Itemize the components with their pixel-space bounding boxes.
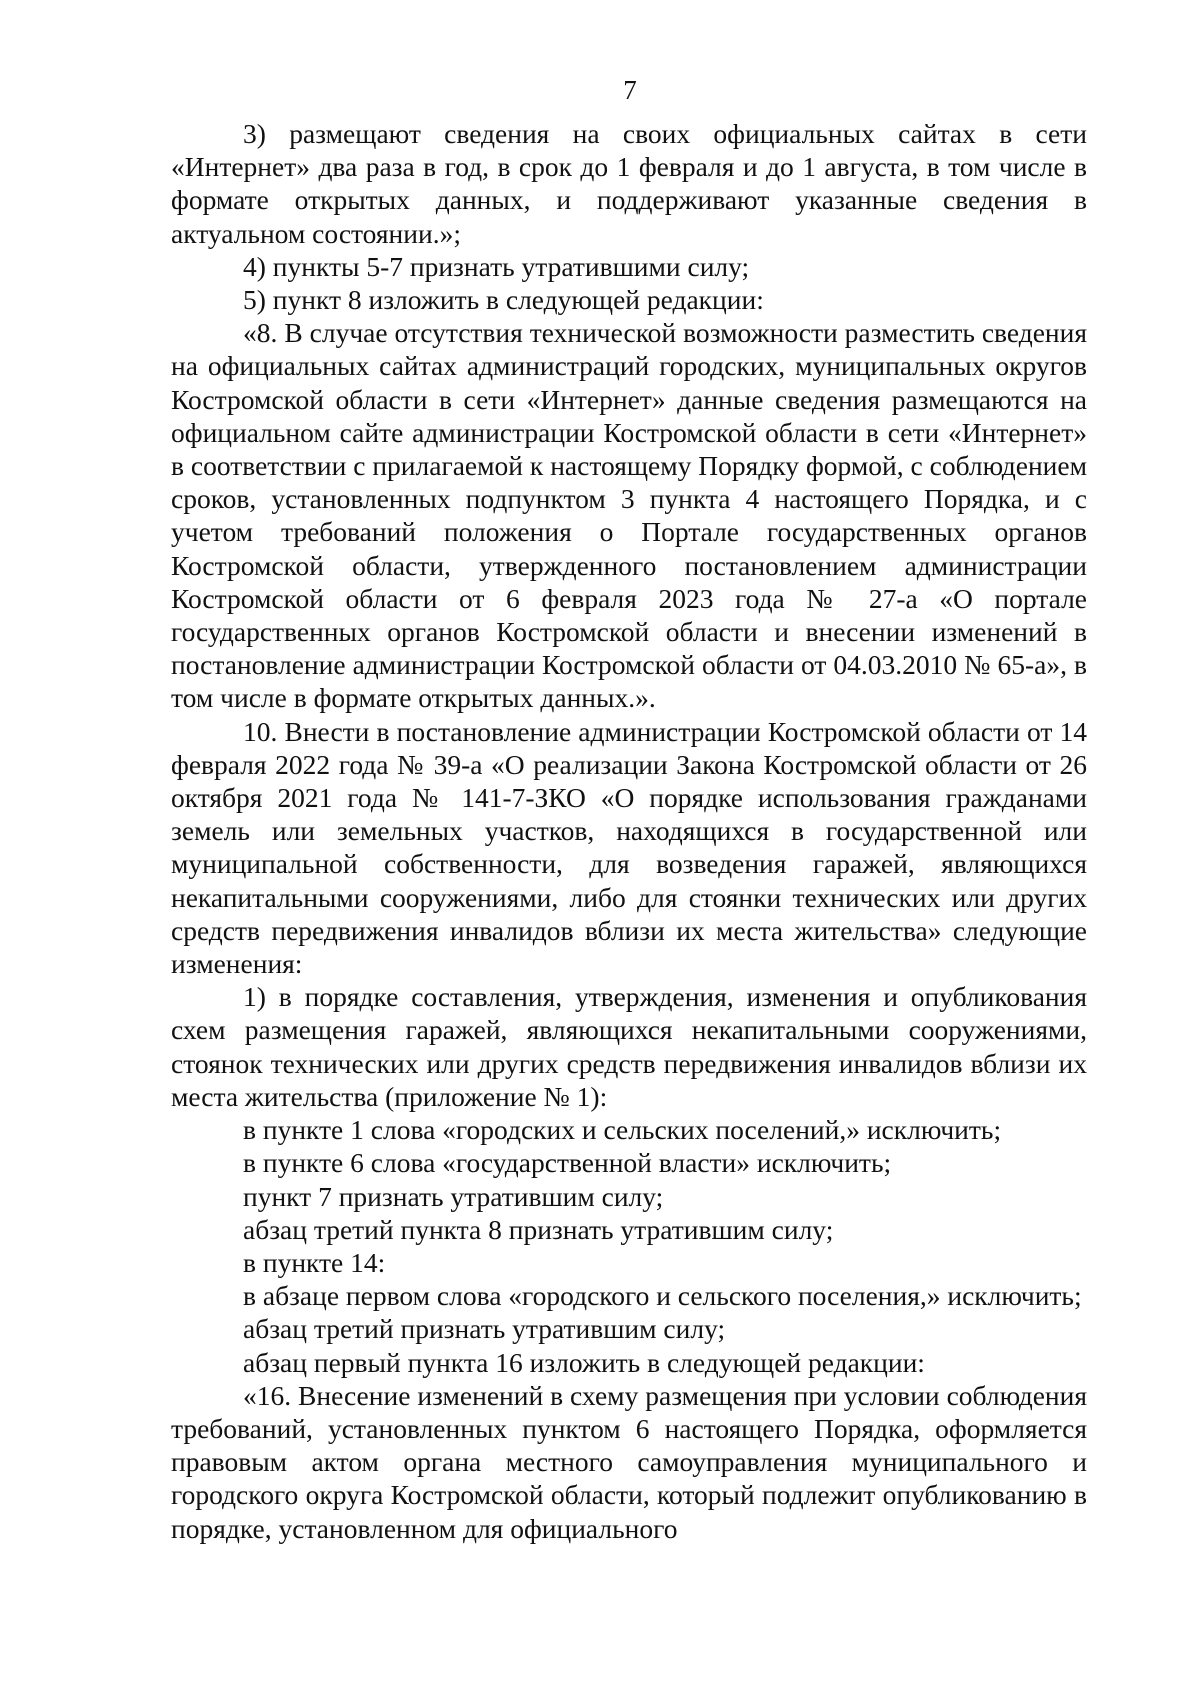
paragraph-item-4: 4) пункты 5-7 признать утратившими силу; — [243, 250, 750, 282]
paragraph-point-16-heading: абзац первый пункта 16 изложить в следующей редакции: — [243, 1346, 925, 1378]
page-number: 7 — [623, 75, 637, 105]
paragraph-point-6-change: в пункте 6 слова «государственной власти» исключить; — [243, 1147, 892, 1179]
paragraph-point-8: «8. В случае отсутствия технической возможности разместить сведения на официальных сайтах администраций городских, муниципальных округов Костромской области в сети «Интернет» данные сведения размещаются на официальном сайте администрации Костромской области в сети «Интернет» в соответствии с прилагаемой к настоящему Порядку формой, с соблюдением сроков, установленных подпунктом 3 пункта 4 настоящего Порядка, и с учетом требований положения о Портале государственных органов Костромской области, утвержденного постановлением администрации Костромской области от 6 февраля 2023 года № 27-а «О портале государственных органов Костромской области и внесении изменений в постановление администрации Костромской области от 04.03.2010 № 65-а», в том числе в формате открытых данных.». — [171, 317, 1087, 714]
paragraph-item-5: 5) пункт 8 изложить в следующей редакции: — [243, 284, 764, 316]
paragraph-point-7-repeal: пункт 7 признать утратившим силу; — [243, 1180, 664, 1212]
paragraph-item-3: 3) размещают сведения на своих официальных сайтах в сети «Интернет» два раза в год, в срок до 1 февраля и до 1 августа, в том числе в формате открытых данных, и поддерживают указанные сведения в актуальном состоянии.»; — [171, 118, 1087, 249]
document-body — [171, 117, 1087, 1545]
paragraph-subitem-1: 1) в порядке составления, утверждения, изменения и опубликования схем размещения гаражей, являющихся некапитальными сооружениями, стоянок технических или других средств передвижения инвалидов вблизи их места жительства (приложение № 1): — [171, 981, 1087, 1112]
paragraph-point-8-repeal: абзац третий пункта 8 признать утратившим силу; — [243, 1213, 834, 1245]
paragraph-point-14-third: абзац третий признать утратившим силу; — [243, 1313, 726, 1345]
paragraph-point-16-text: «16. Внесение изменений в схему размещения при условии соблюдения требований, установленных пунктом 6 настоящего Порядка, оформляется правовым актом органа местного самоуправления муниципального и городского округа Костромской области, который подлежит опубликованию в порядке, установленном для официального — [171, 1379, 1087, 1544]
paragraph-point-14-first: в абзаце первом слова «городского и сельского поселения,» исключить; — [243, 1280, 1082, 1312]
paragraph-point-14-heading: в пункте 14: — [243, 1246, 386, 1278]
paragraph-section-10: 10. Внести в постановление администрации Костромской области от 14 февраля 2022 года № 39-а «О реализации Закона Костромской области от 26 октября 2021 года № 141-7-ЗКО «О порядке использования гражданами земель или земельных участков, находящихся в государственной или муниципальной собственности, для возведения гаражей, являющихся некапитальными сооружениями, либо для стоянки технических или других средств передвижения инвалидов вблизи их места жительства» следующие изменения: — [171, 715, 1087, 980]
paragraph-point-1-change: в пункте 1 слова «городских и сельских поселений,» исключить; — [243, 1114, 1002, 1146]
